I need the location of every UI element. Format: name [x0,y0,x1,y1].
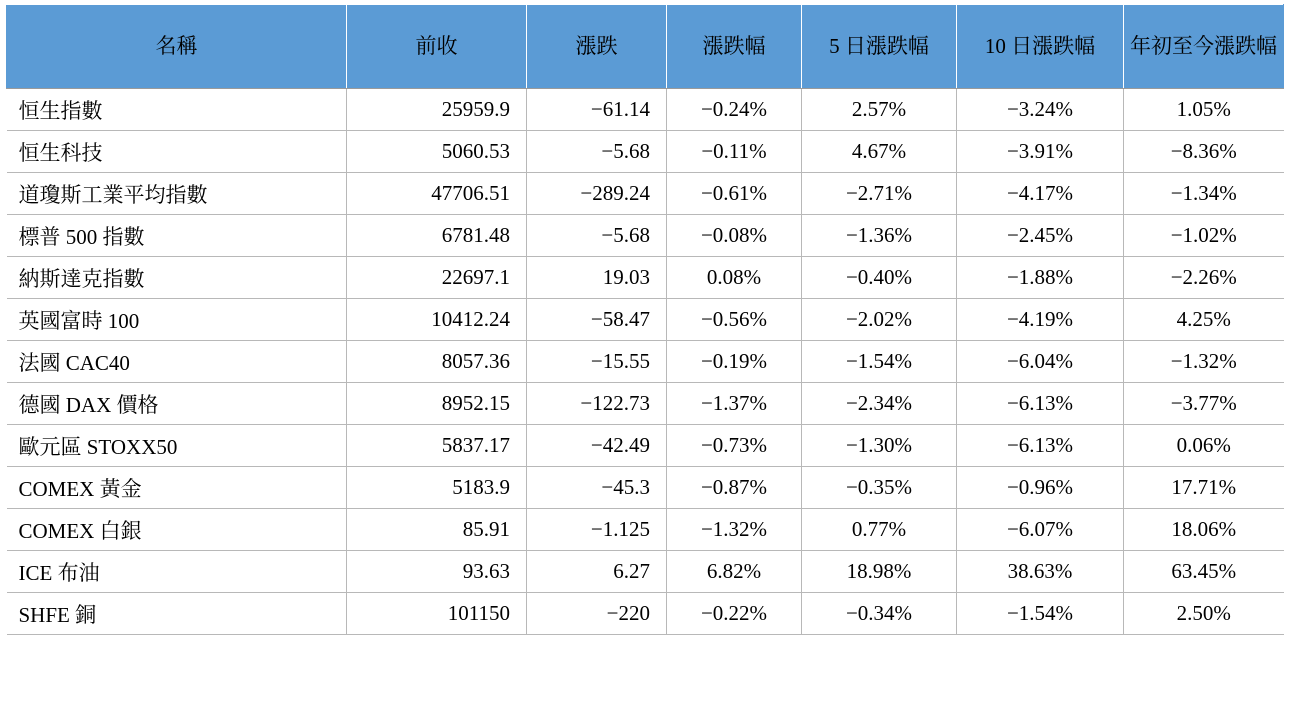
cell-prev-close: 5183.9 [347,467,527,509]
cell-change: −61.14 [527,89,667,131]
table-row [7,551,1284,593]
cell-change: 6.27 [527,551,667,593]
cell-name: 歐元區 STOXX50 [7,425,347,467]
table-row [7,425,1284,467]
cell-5d-pct: 2.57% [802,89,957,131]
cell-name: 恒生指數 [7,89,347,131]
market-quotes-table [6,4,1284,635]
cell-ytd-pct: −2.26% [1124,257,1284,299]
cell-prev-close: 8952.15 [347,383,527,425]
cell-10d-pct: −3.91% [957,131,1124,173]
cell-ytd-pct: 1.05% [1124,89,1284,131]
cell-ytd-pct: 0.06% [1124,425,1284,467]
cell-prev-close: 6781.48 [347,215,527,257]
table-row [7,509,1284,551]
cell-prev-close: 8057.36 [347,341,527,383]
cell-change-pct: 6.82% [667,551,802,593]
cell-5d-pct: 18.98% [802,551,957,593]
cell-name: 標普 500 指數 [7,215,347,257]
table-row [7,341,1284,383]
cell-name: COMEX 白銀 [7,509,347,551]
table-row [7,173,1284,215]
cell-change-pct: −0.87% [667,467,802,509]
table-row [7,257,1284,299]
cell-ytd-pct: −3.77% [1124,383,1284,425]
cell-change: −220 [527,593,667,635]
cell-5d-pct: −0.35% [802,467,957,509]
column-header-10d-pct: 10 日漲跌幅 [957,5,1124,89]
cell-5d-pct: −0.40% [802,257,957,299]
column-header-5d-pct: 5 日漲跌幅 [802,5,957,89]
cell-name: 恒生科技 [7,131,347,173]
cell-5d-pct: −1.30% [802,425,957,467]
cell-10d-pct: 38.63% [957,551,1124,593]
cell-prev-close: 10412.24 [347,299,527,341]
cell-10d-pct: −6.07% [957,509,1124,551]
cell-10d-pct: −6.13% [957,383,1124,425]
table-body [7,89,1284,635]
table-row [7,131,1284,173]
cell-change: 19.03 [527,257,667,299]
column-header-prev-close: 前收 [347,5,527,89]
cell-change-pct: −1.37% [667,383,802,425]
table-row [7,299,1284,341]
cell-ytd-pct: 63.45% [1124,551,1284,593]
cell-prev-close: 5060.53 [347,131,527,173]
cell-10d-pct: −2.45% [957,215,1124,257]
cell-ytd-pct: 2.50% [1124,593,1284,635]
cell-prev-close: 101150 [347,593,527,635]
cell-5d-pct: −0.34% [802,593,957,635]
cell-prev-close: 5837.17 [347,425,527,467]
table-row [7,593,1284,635]
cell-name: 英國富時 100 [7,299,347,341]
cell-ytd-pct: 4.25% [1124,299,1284,341]
cell-change: −122.73 [527,383,667,425]
cell-10d-pct: −1.54% [957,593,1124,635]
cell-10d-pct: −6.04% [957,341,1124,383]
cell-change-pct: −1.32% [667,509,802,551]
cell-5d-pct: −2.34% [802,383,957,425]
column-header-ytd-pct: 年初至今漲跌幅 [1124,5,1284,89]
cell-10d-pct: −1.88% [957,257,1124,299]
cell-ytd-pct: 18.06% [1124,509,1284,551]
cell-change: −45.3 [527,467,667,509]
cell-5d-pct: −2.02% [802,299,957,341]
table-header [7,5,1284,89]
cell-change-pct: −0.11% [667,131,802,173]
cell-name: 道瓊斯工業平均指數 [7,173,347,215]
cell-change-pct: −0.61% [667,173,802,215]
cell-ytd-pct: −8.36% [1124,131,1284,173]
cell-change: −5.68 [527,215,667,257]
cell-10d-pct: −0.96% [957,467,1124,509]
cell-change: −289.24 [527,173,667,215]
cell-change: −42.49 [527,425,667,467]
cell-name: 德國 DAX 價格 [7,383,347,425]
cell-name: 納斯達克指數 [7,257,347,299]
cell-prev-close: 47706.51 [347,173,527,215]
table-row [7,383,1284,425]
table-row [7,467,1284,509]
cell-prev-close: 93.63 [347,551,527,593]
cell-change-pct: −0.22% [667,593,802,635]
cell-change-pct: −0.19% [667,341,802,383]
header-row [7,5,1284,89]
column-header-change: 漲跌 [527,5,667,89]
cell-10d-pct: −4.19% [957,299,1124,341]
cell-5d-pct: −1.36% [802,215,957,257]
cell-change-pct: −0.24% [667,89,802,131]
cell-change-pct: −0.08% [667,215,802,257]
cell-change: −1.125 [527,509,667,551]
cell-change-pct: −0.73% [667,425,802,467]
cell-5d-pct: −1.54% [802,341,957,383]
table-row [7,215,1284,257]
column-header-name: 名稱 [7,5,347,89]
cell-10d-pct: −3.24% [957,89,1124,131]
cell-5d-pct: −2.71% [802,173,957,215]
column-header-change-pct: 漲跌幅 [667,5,802,89]
cell-10d-pct: −6.13% [957,425,1124,467]
cell-prev-close: 22697.1 [347,257,527,299]
cell-name: SHFE 銅 [7,593,347,635]
cell-ytd-pct: −1.32% [1124,341,1284,383]
cell-name: 法國 CAC40 [7,341,347,383]
table-row [7,89,1284,131]
cell-ytd-pct: −1.34% [1124,173,1284,215]
cell-change: −15.55 [527,341,667,383]
cell-prev-close: 85.91 [347,509,527,551]
cell-change: −58.47 [527,299,667,341]
cell-name: COMEX 黃金 [7,467,347,509]
cell-change-pct: 0.08% [667,257,802,299]
cell-change-pct: −0.56% [667,299,802,341]
cell-5d-pct: 0.77% [802,509,957,551]
cell-5d-pct: 4.67% [802,131,957,173]
cell-prev-close: 25959.9 [347,89,527,131]
cell-10d-pct: −4.17% [957,173,1124,215]
cell-change: −5.68 [527,131,667,173]
cell-name: ICE 布油 [7,551,347,593]
cell-ytd-pct: −1.02% [1124,215,1284,257]
cell-ytd-pct: 17.71% [1124,467,1284,509]
